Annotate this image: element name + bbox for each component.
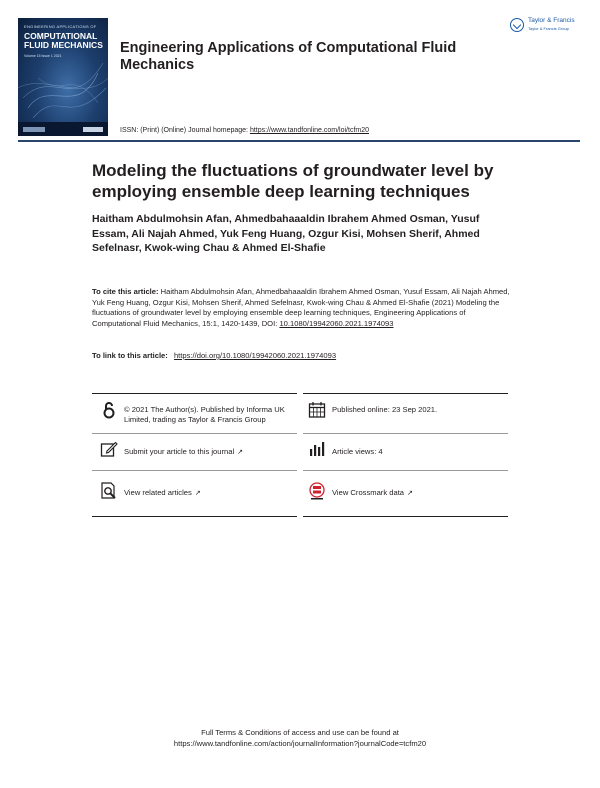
link-label: To link to this article: <box>92 351 168 360</box>
view-related-articles-link[interactable] <box>124 488 201 499</box>
terms-footer <box>100 727 500 749</box>
issn-text: ISSN: (Print) (Online) Journal homepage: <box>120 127 248 134</box>
open-access-icon <box>100 401 118 419</box>
cover-logo-right <box>83 127 103 132</box>
info-separator <box>92 516 297 517</box>
link-line <box>92 351 336 360</box>
author-list: Haitham Abdulmohsin Afan, Ahmedbahaaaldin Ibrahem Ahmed Osman, Yusuf Essam, Ali Najah Ahmed, Yuk Feng Huang, Ozgur Kisi, Mohsen Sherif, Ahmed Sefelnasr, Kwok-wing Chau & Ahmed El-Shafie <box>92 213 480 254</box>
info-separator <box>303 470 508 471</box>
calendar-icon <box>308 401 326 419</box>
article-views-text: Article views: 4 <box>332 447 383 456</box>
submit-article-text: Submit your article to this journal <box>124 447 235 456</box>
footer-terms-link[interactable]: https://www.tandfonline.com/action/journalInformation?journalCode=tcfm20 <box>173 739 427 748</box>
citation-label: To cite this article: <box>92 287 159 296</box>
view-related-articles-text: View related articles <box>124 488 192 497</box>
cover-subtitle: Volume 15 Issue 1 2021 <box>24 54 62 58</box>
article-doi-link[interactable]: https://doi.org/10.1080/19942060.2021.1974093 <box>173 351 337 360</box>
journal-cover <box>18 18 108 136</box>
external-link-icon: ↗ <box>407 490 413 497</box>
external-link-icon: ↗ <box>194 490 201 497</box>
publisher-logo[interactable] <box>510 16 590 36</box>
taylor-francis-logo-icon <box>510 18 524 32</box>
info-separator <box>92 433 297 434</box>
article-title: Modeling the fluctuations of groundwater level by employing ensemble deep learning techniques <box>92 161 494 201</box>
info-separator <box>92 393 297 394</box>
submit-article-link[interactable] <box>124 447 243 458</box>
view-crossmark-link[interactable] <box>332 488 413 499</box>
bar-chart-icon <box>308 440 326 458</box>
edit-icon <box>100 440 118 458</box>
open-access-text: © 2021 The Author(s). Published by Informa UK Limited, trading as Taylor & Francis Group <box>124 405 285 424</box>
cover-title-line1: COMPUTATIONAL <box>24 31 98 41</box>
cover-top-label: ENGINEERING APPLICATIONS OF <box>24 24 97 29</box>
publisher-subname: Taylor & Francis Group <box>528 26 569 31</box>
journal-homepage-link[interactable]: https://www.tandfonline.com/loi/tcfm20 <box>249 127 370 134</box>
search-document-icon <box>100 482 118 500</box>
crossmark-icon <box>308 482 326 500</box>
view-crossmark-text: View Crossmark data <box>332 488 405 497</box>
info-separator <box>303 516 508 517</box>
header-rule <box>18 140 580 142</box>
citation-block <box>92 287 512 329</box>
info-separator <box>92 470 297 471</box>
info-separator <box>303 393 508 394</box>
external-link-icon: ↗ <box>237 449 244 456</box>
footer-line1: Full Terms & Conditions of access and use can be found at <box>201 728 399 737</box>
cover-title <box>24 32 104 50</box>
publisher-name: Taylor & Francis <box>528 17 575 24</box>
journal-title: Engineering Applications of Computational Fluid Mechanics <box>120 40 457 73</box>
citation-doi-link[interactable]: 10.1080/19942060.2021.1974093 <box>279 318 394 328</box>
info-separator <box>303 433 508 434</box>
cover-logo-left <box>23 127 45 132</box>
citation-text: Haitham Abdulmohsin Afan, Ahmedbahaaaldin Ibrahem Ahmed Osman, Yusuf Essam, Ali Najah Ahmed, Yuk Feng Huang, Ozgur Kisi, Mohsen Sherif, Ahmed Sefelnasr, Kwok-wing Chau & Ahmed El-Shafie (2021) Modeling the fluctuations of groundwater level by employing ensemble deep learning techniques, Engineering Applications of Computational Fluid Mechanics, 15:1, 1420-1439, DOI: <box>92 287 510 328</box>
cover-title-line2: FLUID MECHANICS <box>24 40 103 50</box>
cover-footer <box>18 122 108 136</box>
issn-line <box>120 127 369 134</box>
published-online-text: Published online: 23 Sep 2021. <box>332 405 438 414</box>
